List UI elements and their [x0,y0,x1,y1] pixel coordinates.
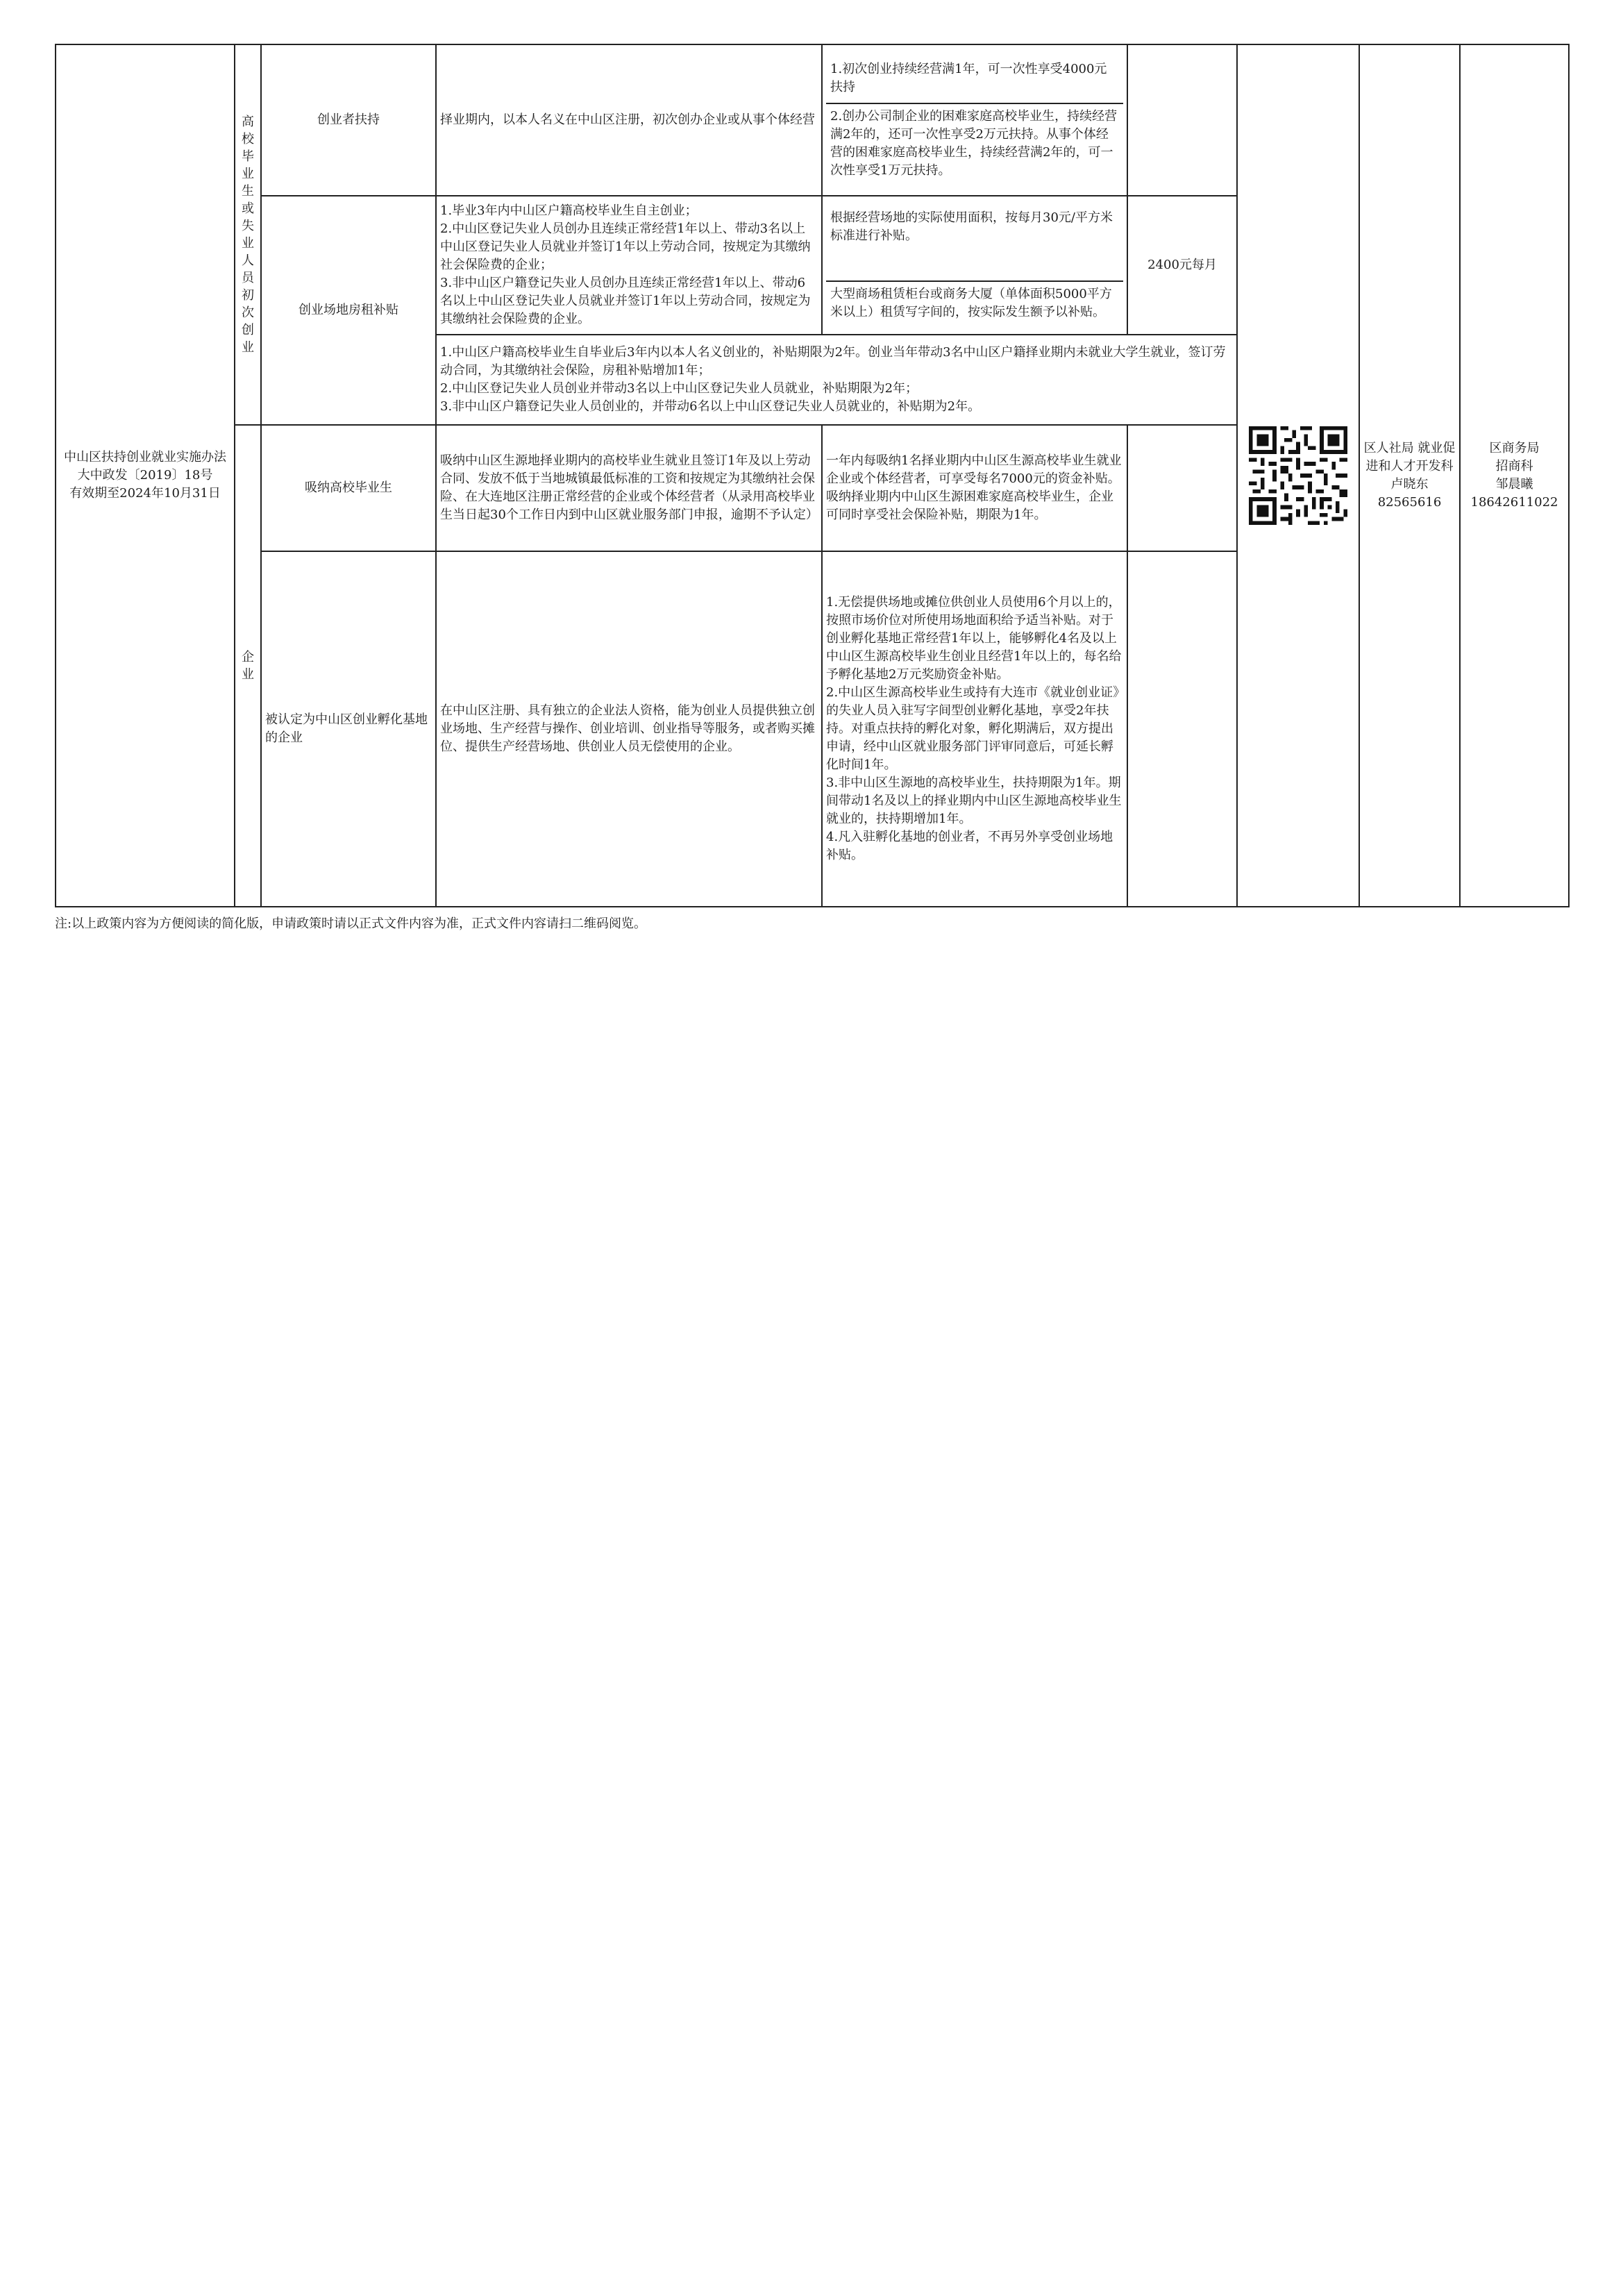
condition-founder: 择业期内，以本人名义在中山区注册，初次创办企业或从事个体经营 [436,44,822,196]
qr-code-icon[interactable] [1249,426,1347,525]
qr-cell [1237,44,1359,907]
cap-incubator [1127,551,1237,907]
item-absorb: 吸纳高校毕业生 [261,425,436,551]
footnote: 注:以上政策内容为方便阅读的简化版，申请政策时请以正式文件内容为准，正式文件内容请扫二维码阅览。 [55,916,647,931]
cap-rent: 2400元每月 [1127,196,1237,335]
policy-name: 中山区扶持创业就业实施办法 [64,450,226,464]
item-founder: 创业者扶持 [261,44,436,196]
contact-commerce-dept: 区商务局 招商科 邹晨曦 18642611022 [1470,441,1558,510]
group-graduates-cell [235,44,261,425]
contact-hr-dept: 区人社局 就业促进和人才开发科 卢晓东 82565616 [1363,441,1456,510]
condition-incubator: 在中山区注册、具有独立的企业法人资格，能为创业人员提供独立创业场地、生产经营与操作、创业培训、创业指导等服务，或者购买摊位、提供生产经营场地、供创业人员无偿使用的企业。 [436,551,822,907]
policy-validity: 有效期至2024年10月31日 [69,486,221,501]
cap-founder [1127,44,1237,196]
policy-name-cell [56,44,235,907]
standard-rent-2: 大型商场租赁柜台或商务大厦（单体面积5000平方米以上）租赁写字间的，按实际发生额予以补贴。 [826,280,1123,325]
contact-hr-cell [1359,44,1460,907]
standard-founder-2: 2.创办公司制企业的困难家庭高校毕业生，持续经营满2年的，还可一次性享受2万元扶持。从事个体经营的困难家庭高校毕业生，持续经营满2年的，可一次性享受1万元扶持。 [826,103,1123,183]
item-rent: 创业场地房租补贴 [261,196,436,425]
condition-rent: 1.毕业3年内中山区户籍高校毕业生自主创业； 2.中山区登记失业人员创办且连续正常经营1年以上、带动3名以上中山区登记失业人员就业并签订1年以上劳动合同，按规定为其缴纳社会保险费的企业； 3.非中山区户籍登记失业人员创办且连续正常经营1年以上、带动6名以上中山区登记失业人员就业并签订1年以上劳动合同，按规定为其缴纳社会保险费的企业。 [436,196,822,335]
policy-page [55,44,1570,907]
standard-rent-1: 根据经营场地的实际使用面积，按每月30元/平方米标准进行补贴。 [830,210,1113,243]
condition-absorb: 吸纳中山区生源地择业期内的高校毕业生就业且签订1年及以上劳动合同、发放不低于当地城镇最低标准的工资和按规定为其缴纳社会保险、在大连地区注册正常经营的企业或个体经营者（从录用高校毕业生当日起30个工作日内到中山区就业服务部门申报，逾期不予认定） [436,425,822,551]
group-graduates-label: 高校毕业生或失业人员初次创业 [242,114,254,355]
item-incubator: 被认定为中山区创业孵化基地的企业 [261,551,436,907]
policy-table [55,44,1570,907]
standard-rent-cell [822,196,1127,335]
standard-founder-1: 1.初次创业持续经营满1年，可一次性享受4000元扶持 [830,62,1107,94]
cap-absorb [1127,425,1237,551]
rent-period-note: 1.中山区户籍高校毕业生自毕业后3年内以本人名义创业的，补贴期限为2年。创业当年带动3名中山区户籍择业期内未就业大学生就业，签订劳动合同，为其缴纳社会保险，房租补贴增加1年； 2.中山区登记失业人员创业并带动3名以上中山区登记失业人员就业，补贴期限为2年； 3.非中山区户籍登记失业人员创业的，并带动6名以上中山区登记失业人员就业的，补贴期为2年。 [436,335,1237,425]
standard-absorb: 一年内每吸纳1名择业期内中山区生源高校毕业生就业企业或个体经营者，可享受每名7000元的资金补贴。吸纳择业期内中山区生源困难家庭高校毕业生，企业可同时享受社会保险补贴，期限为1年。 [822,425,1127,551]
group-enterprise-label: 企业 [242,649,254,682]
standard-incubator: 1.无偿提供场地或摊位供创业人员使用6个月以上的，按照市场价位对所使用场地面积给予适当补贴。对于创业孵化基地正常经营1年以上，能够孵化4名及以上中山区生源高校毕业生创业且经营1年以上的，每名给予孵化基地2万元奖励资金补贴。 2.中山区生源高校毕业生或持有大连市《就业创业证》的失业人员入驻写字间型创业孵化基地，享受2年扶持。对重点扶持的孵化对象，孵化期满后，双方提出申请，经中山区就业服务部门评审同意后，可延长孵化时间1年。 3.非中山区生源地的高校毕业生，扶持期限为1年。期间带动1名及以上的择业期内中山区生源地高校毕业生就业的，扶持期增加1年。 4.凡入驻孵化基地的创业者，不再另外享受创业场地补贴。 [822,551,1127,907]
group-enterprise-cell [235,425,261,907]
standard-founder-cell [822,44,1127,196]
policy-doc-number: 大中政发〔2019〕18号 [77,468,213,483]
contact-commerce-cell [1460,44,1569,907]
